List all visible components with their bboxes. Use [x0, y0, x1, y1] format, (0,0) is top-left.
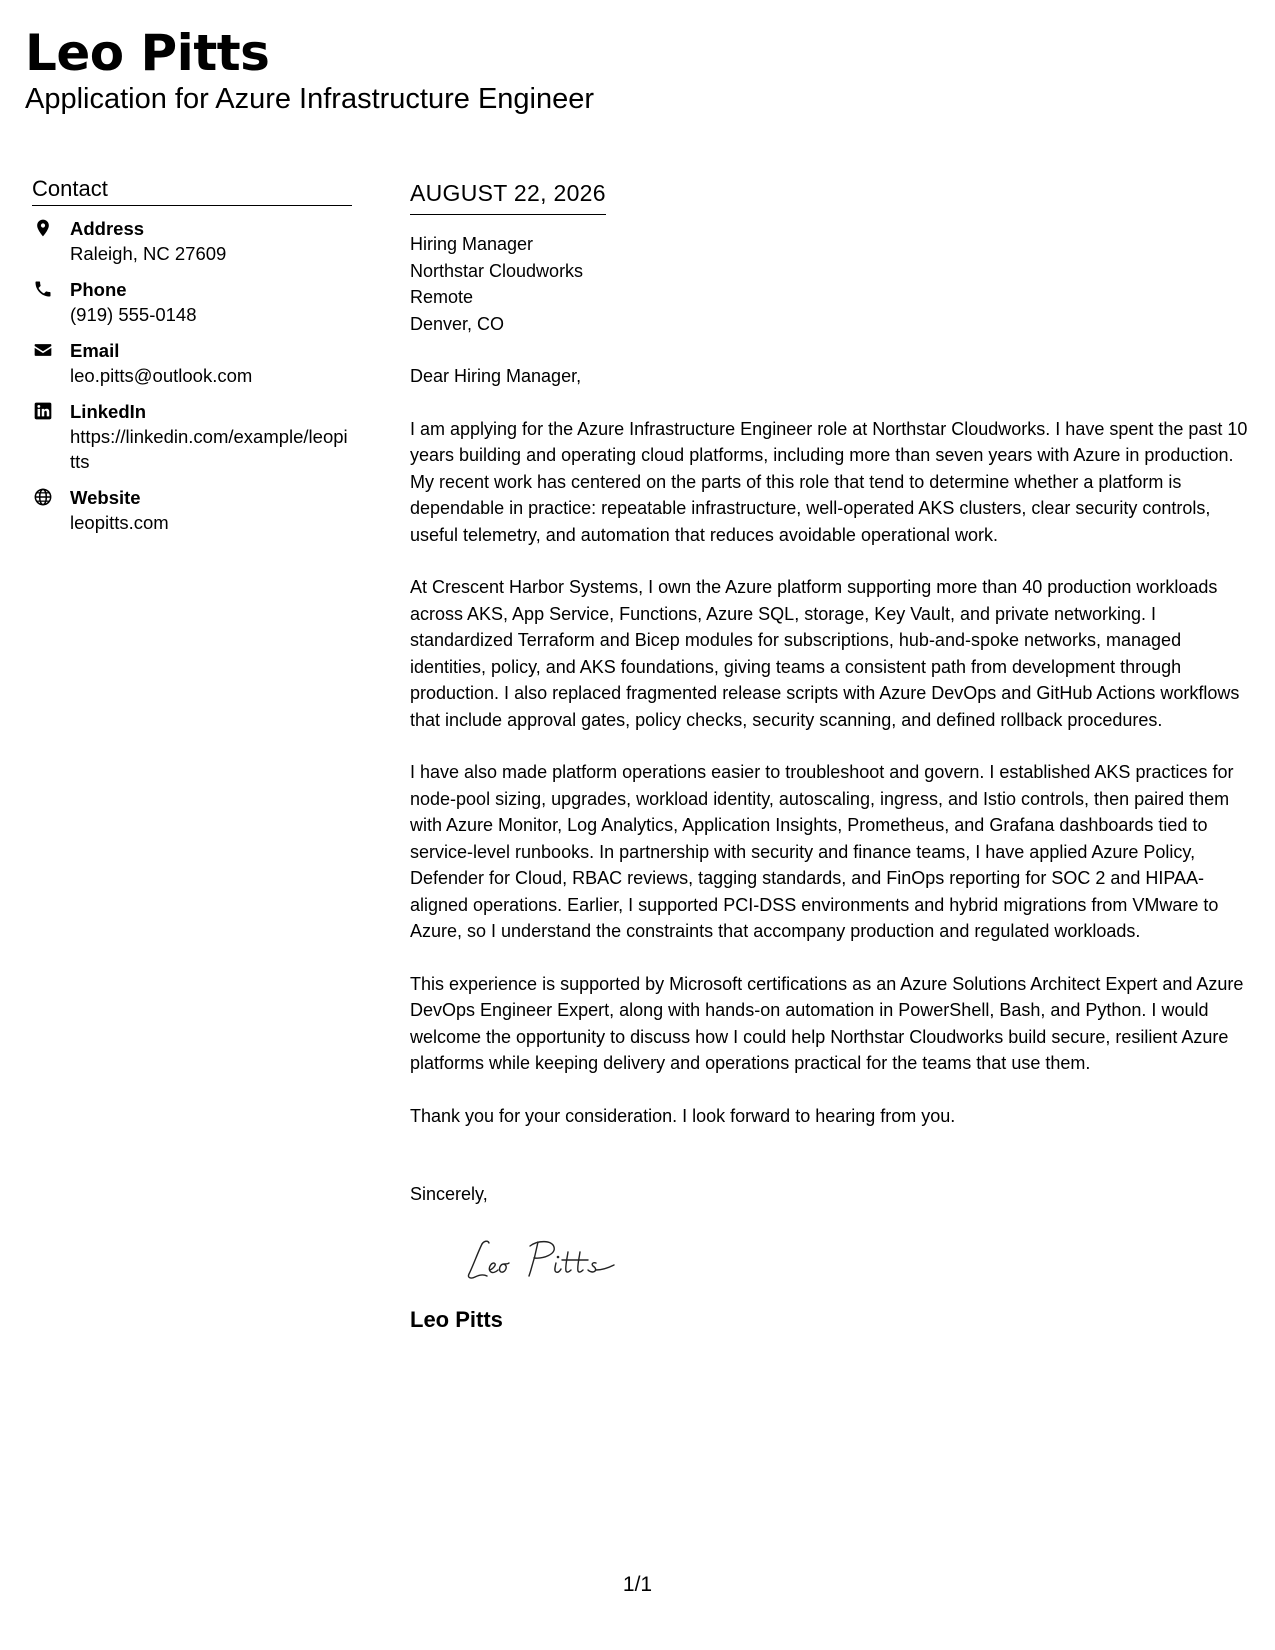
salutation: Dear Hiring Manager,	[410, 366, 582, 386]
page-number: 1/1	[622, 1573, 653, 1596]
applicant-name: Leo Pitts	[25, 24, 270, 82]
linkedin-url[interactable]: https://linkedin.com/example/leopitts	[70, 426, 348, 472]
letter-header	[25, 22, 1245, 117]
handwritten-signature	[460, 1230, 1255, 1288]
contact-item-linkedin	[32, 399, 352, 474]
recipient-line: Denver, CO	[410, 313, 505, 334]
contact-sidebar	[32, 175, 352, 546]
closing: Sincerely,	[410, 1184, 488, 1204]
map-pin-icon	[32, 217, 54, 239]
letter-body	[410, 178, 1255, 1334]
email-label: Email	[70, 340, 120, 361]
contact-item-phone	[32, 277, 352, 327]
signer-name: Leo Pitts	[410, 1306, 503, 1332]
envelope-icon	[32, 339, 54, 361]
email-value: leo.pitts@outlook.com	[70, 365, 253, 386]
application-subtitle: Application for Azure Infrastructure Engineer	[25, 83, 595, 115]
phone-icon	[32, 278, 54, 300]
recipient-line: Hiring Manager	[410, 234, 534, 254]
phone-value: (919) 555-0148	[70, 304, 197, 325]
contact-item-email	[32, 338, 352, 388]
website-label: Website	[70, 487, 141, 508]
phone-label: Phone	[70, 279, 127, 300]
letter-date: AUGUST 22, 2026	[410, 178, 606, 215]
address-label: Address	[70, 218, 145, 239]
recipient-block	[410, 231, 1255, 337]
recipient-line: Northstar Cloudworks	[410, 260, 584, 281]
globe-icon	[32, 486, 54, 508]
linkedin-label: LinkedIn	[70, 401, 147, 422]
body-paragraph: This experience is supported by Microsoft certifications as an Azure Solutions Architect Expert and Azure DevOps Engineer Expert, along with hands-on automation in PowerShell, Bash, and Python. I would welcome the opportunity to discuss how I could help Northstar Cloudworks build secure, resilient Azure platforms while keeping delivery and operations practical for the teams that use them.	[410, 973, 1244, 1073]
contact-item-website	[32, 485, 352, 535]
website-url[interactable]: leopitts.com	[70, 512, 169, 533]
body-paragraph: I am applying for the Azure Infrastructure Engineer role at Northstar Cloudworks. I have spent the past 10 years building and operating cloud platforms, including more than seven years with Azure in production. My recent work has centered on the parts of this role that tend to determine whether a platform is dependable in practice: repeatable infrastructure, well-operated AKS clusters, clear security controls, useful telemetry, and automation that reduces avoidable operational work.	[410, 418, 1248, 545]
contact-item-address	[32, 216, 352, 266]
recipient-line: Remote	[410, 287, 474, 307]
contact-heading: Contact	[32, 175, 352, 206]
address-value: Raleigh, NC 27609	[70, 243, 227, 264]
body-paragraph: At Crescent Harbor Systems, I own the Azure platform supporting more than 40 production workloads across AKS, App Service, Functions, Azure SQL, storage, Key Vault, and private networking. I standardized Terraform and Bicep modules for subscriptions, hub-and-spoke networks, managed identities, policy, and AKS foundations, giving teams a consistent path from development through production. I also replaced fragmented release scripts with Azure DevOps and GitHub Actions workflows that include approval gates, policy checks, security scanning, and defined rollback procedures.	[410, 577, 1240, 730]
body-paragraph: I have also made platform operations easier to troubleshoot and govern. I established AKS practices for node-pool sizing, upgrades, workload identity, autoscaling, ingress, and Istio controls, then paired them with Azure Monitor, Log Analytics, Application Insights, Prometheus, and Grafana dashboards tied to service-level runbooks. In partnership with security and finance teams, I have applied Azure Policy, Defender for Cloud, RBAC reviews, tagging standards, and FinOps reporting for SOC 2 and HIPAA-aligned operations. Earlier, I supported PCI-DSS environments and hybrid migrations from VMware to Azure, so I understand the constraints that accompany production and regulated workloads.	[410, 762, 1234, 941]
linkedin-icon	[32, 400, 54, 422]
body-paragraph: Thank you for your consideration. I look forward to hearing from you.	[410, 1105, 956, 1126]
